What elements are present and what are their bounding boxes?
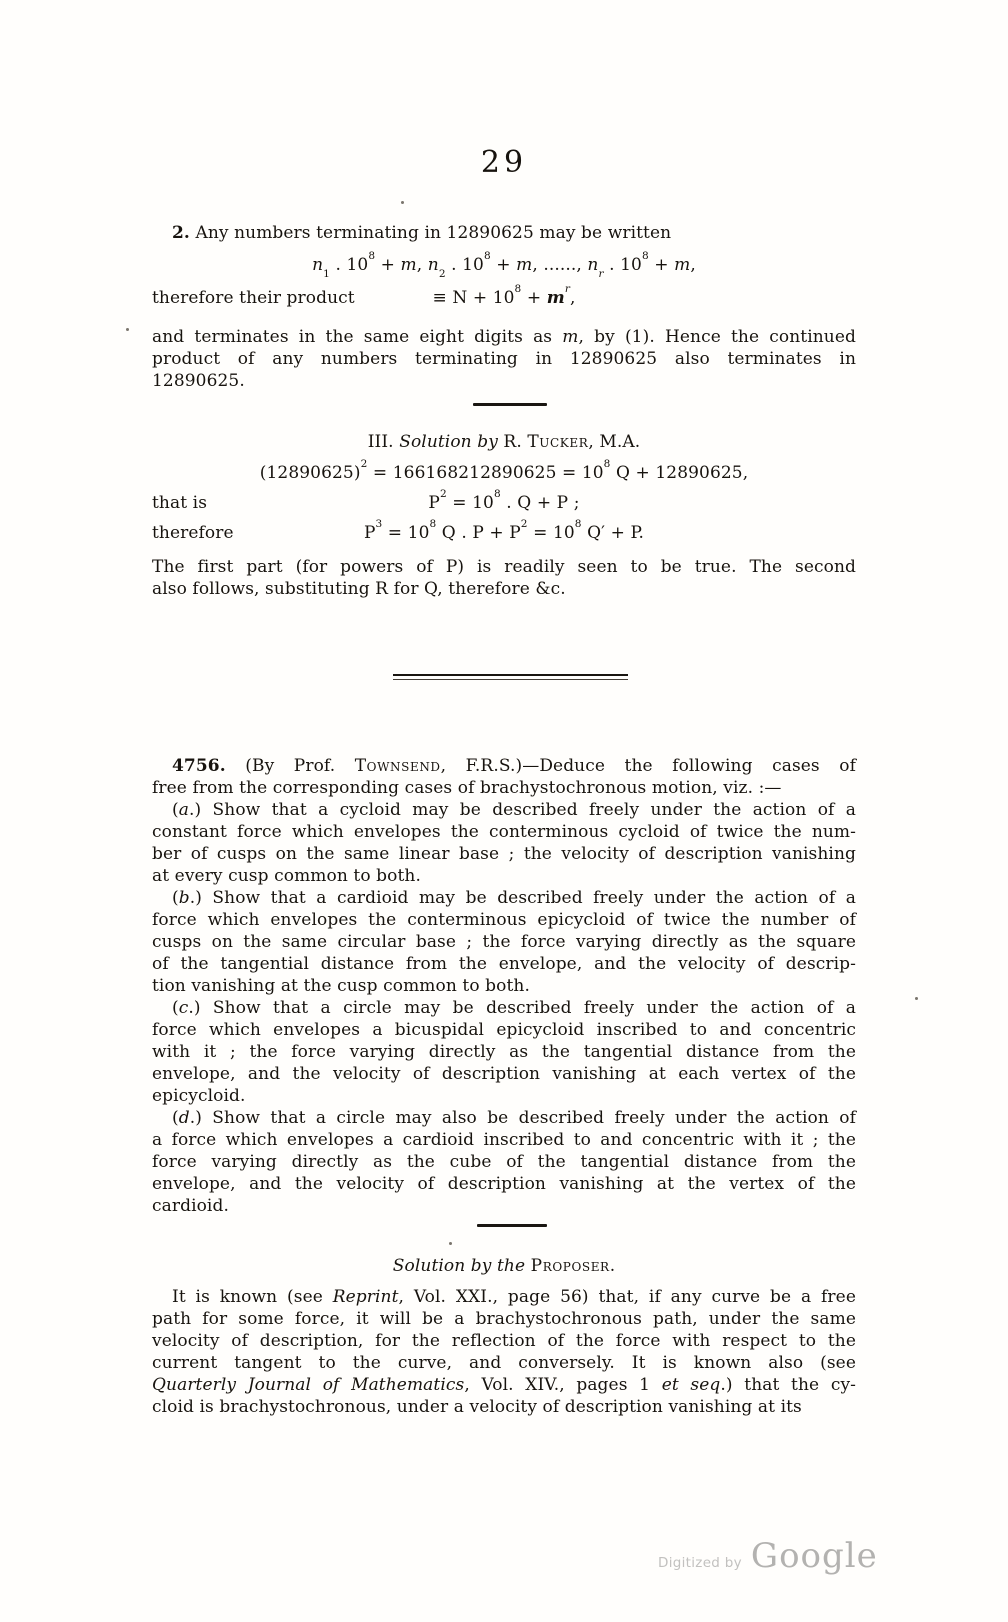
page-number: 29 (480, 145, 528, 180)
text-line: cloid is brachystochronous, under a velocity of description vanishing at its (152, 1397, 802, 1417)
text-line: (c.) Show that a circle may be described freely under the action of a (172, 998, 856, 1018)
text-line: force varying directly as the cube of the tangential distance from the (152, 1152, 856, 1172)
text-line: 2. Any numbers terminating in 12890625 may be written (172, 223, 672, 243)
text-line: cardioid. (152, 1196, 229, 1216)
text-line: of the tangential distance from the envelope, and the velocity of descrip- (152, 954, 856, 974)
equation-therefore (152, 517, 856, 544)
equation-label: therefore (152, 523, 234, 543)
solution-divider-rule (477, 1224, 547, 1227)
google-watermark (658, 1536, 878, 1576)
equation-formula: $P^3 = 10^8$ Q . $P + P^2 = 10^8$ Q′ + P. (363, 517, 645, 543)
text-line: force which envelopes the conterminous epicycloid of twice the number of (152, 910, 856, 930)
text-line: velocity of description, for the reflection of the force with respect to the (152, 1331, 856, 1351)
text-line: and terminates in the same eight digits as m, by (1). Hence the continued (152, 327, 856, 347)
text-line: epicycloid. (152, 1086, 246, 1106)
terminates-paragraph (152, 326, 856, 392)
problem-4756-block (152, 755, 856, 1217)
case-d-paragraph (152, 1107, 856, 1217)
equation-square: $(12890625)^2 = 166168212890625 = 10^8$ Q + 12890625, (259, 457, 749, 483)
digitized-by-label: Digitized by (658, 1555, 742, 1571)
text-line: (d.) Show that a circle may also be described freely under the action of (172, 1108, 856, 1128)
equation-formula: $P^2 = 10^8$ . Q + P ; (428, 487, 580, 513)
problem-4756-intro (152, 755, 856, 799)
ink-speck (449, 1242, 452, 1245)
text-line: (a.) Show that a cycloid may be described freely under the action of a (172, 800, 856, 820)
text-line: also follows, substituting R for Q, therefore &c. (152, 579, 566, 599)
text-line: tion vanishing at the cusp common to both. (152, 976, 530, 996)
text-line: 12890625. (152, 371, 245, 391)
section-divider-rule (473, 403, 547, 406)
text-line: 4756. (By Prof. Townsend, F.R.S.)—Deduce the following cases of (172, 756, 856, 776)
text-line: envelope, and the velocity of description vanishing at the vertex of the (152, 1174, 856, 1194)
tucker-closing-paragraph (152, 556, 856, 600)
equation-label: that is (152, 493, 208, 513)
text-line: It is known (see Reprint, Vol. XXI., page 56) that, if any curve be a free (172, 1287, 856, 1307)
text-line: constant force which envelopes the conterminous cycloid of twice the num- (152, 822, 856, 842)
formula-row: $n_1$ . $10^8 + m$, $n_2$ . $10^8 + m$, ......, $n_r$ . $10^8 + m$, (312, 249, 696, 281)
ink-speck (915, 997, 918, 1000)
text-line: ber of cusps on the same linear base ; the velocity of description vanishing (152, 844, 856, 864)
case-a-paragraph (152, 799, 856, 887)
text-line: current tangent to the curve, and conversely. It is known also (see (152, 1353, 856, 1373)
equation-that-is (152, 487, 856, 514)
text-line: cusps on the same circular base ; the force varying directly as the square (152, 932, 856, 952)
product-line (152, 282, 856, 309)
text-line: The first part (for powers of P) is readily seen to be true. The second (152, 557, 856, 577)
case-b-paragraph (152, 887, 856, 997)
double-rule-divider (393, 674, 628, 680)
product-formula: ≡ $N + 10^8 + m^r$, (432, 282, 576, 308)
ink-speck (126, 328, 129, 331)
text-line: force which envelopes a bicuspidal epicycloid inscribed to and concentric (152, 1020, 856, 1040)
text-line: Quarterly Journal of Mathematics, Vol. XIV., pages 1 et seq.) that the cy- (152, 1375, 856, 1395)
tucker-solution-heading: III. Solution by R. Tucker, M.A. (367, 432, 641, 452)
problem-2-intro-paragraph (152, 222, 856, 244)
text-line: at every cusp common to both. (152, 866, 421, 886)
text-line: (b.) Show that a cardioid may be described freely under the action of a (172, 888, 856, 908)
ink-speck (401, 201, 404, 204)
text-line: envelope, and the velocity of description vanishing at each vertex of the (152, 1064, 856, 1084)
product-label: therefore their product (152, 288, 355, 308)
proposer-solution-heading: Solution by the Proposer. (392, 1256, 616, 1276)
text-line: free from the corresponding cases of brachystochronous motion, viz. :— (152, 778, 782, 798)
text-line: with it ; the force varying directly as the tangential distance from the (152, 1042, 856, 1062)
text-line: a force which envelopes a cardioid inscribed to and concentric with it ; the (152, 1130, 856, 1150)
proposer-solution-paragraph (152, 1286, 856, 1418)
text-line: product of any numbers terminating in 12890625 also terminates in (152, 349, 856, 369)
google-logo: Google (750, 1536, 878, 1576)
text-line: path for some force, it will be a brachystochronous path, under the same (152, 1309, 856, 1329)
case-c-paragraph (152, 997, 856, 1107)
